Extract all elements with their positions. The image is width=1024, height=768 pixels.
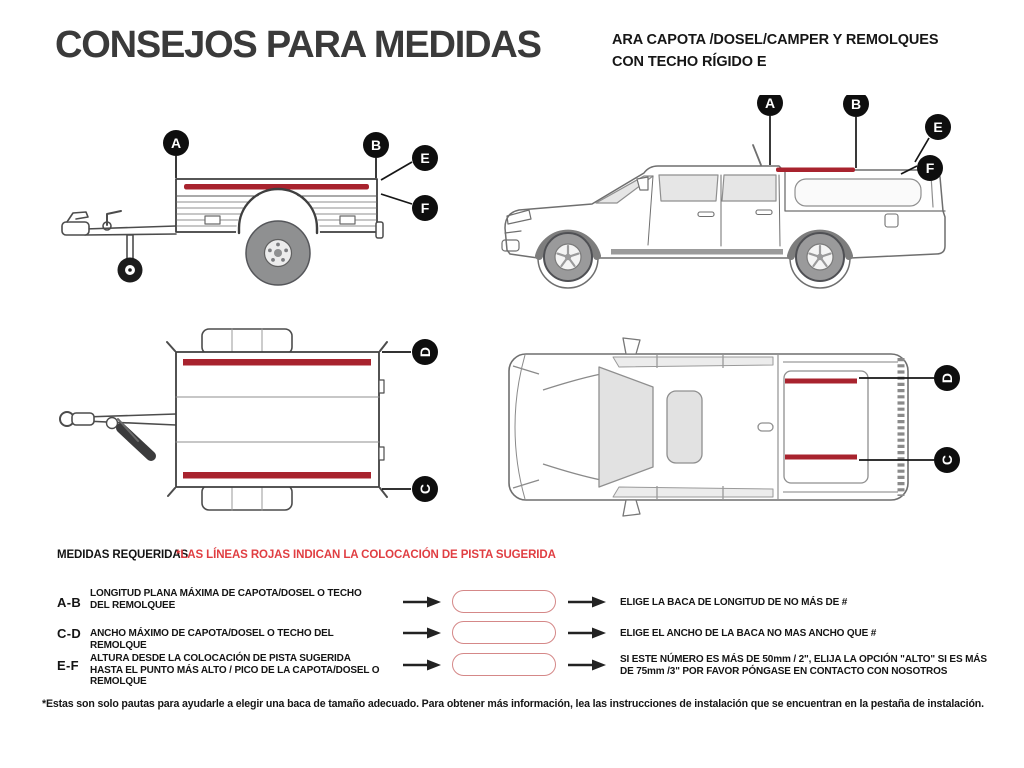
canopy-roof [784, 371, 868, 483]
suggested-track-line [183, 472, 371, 479]
arrow-right-icon [568, 596, 606, 608]
trailer-side-diagram [55, 100, 450, 310]
measurement-field-ab [452, 590, 556, 613]
row-ef-key: E-F [57, 658, 79, 673]
truck-side-callout-lines [770, 116, 929, 174]
sunroof [667, 391, 702, 463]
left-mirror [623, 338, 640, 354]
truck-side-diagram [495, 95, 965, 310]
marker-f [412, 195, 438, 221]
marker-a [163, 130, 189, 156]
svg-text:D: D [939, 372, 955, 384]
suggested-track-line [785, 379, 857, 384]
jockey-handle [121, 428, 151, 456]
row-ab-key: A-B [57, 595, 82, 610]
subtitle-line-1: ARA CAPOTA /DOSEL/CAMPER Y REMOLQUES [612, 32, 939, 48]
marker-b [843, 95, 869, 117]
svg-text:C: C [939, 454, 955, 466]
truck-side-drawing [502, 145, 945, 288]
right-mirror [623, 500, 640, 516]
row-cd-description: ANCHO MÁXIMO DE CAPOTA/DOSEL O TECHO DEL REMOLQUE [90, 628, 334, 651]
legend-heading: MEDIDAS REQUERIDAS [57, 549, 189, 561]
svg-text:C: C [417, 483, 433, 495]
svg-text:A: A [764, 95, 776, 111]
marker-f [917, 155, 943, 181]
row-ef-description: ALTURA DESDE LA COLOCACIÓN DE PISTA SUGERIDA HASTA EL PUNTO MÁS ALTO / PICO DE LA CAPOTA/DOSEL O REMOLQUE [90, 653, 380, 687]
trailer-top-diagram [55, 325, 450, 530]
page-title: CONSEJOS PARA MEDIDAS [55, 24, 541, 66]
marker-c [934, 447, 960, 473]
row-cd-result: ELIGE EL ANCHO DE LA BACA NO MAS ANCHO QUE # [620, 628, 877, 639]
arrow-right-icon [403, 627, 441, 639]
marker-c [412, 476, 438, 502]
marker-a [757, 95, 783, 116]
trailer-side-drawing [62, 179, 383, 285]
measurement-field-ef [452, 653, 556, 676]
marker-e [925, 114, 951, 140]
row-cd-key: C-D [57, 626, 82, 641]
legend-red-note: *LAS LÍNEAS ROJAS INDICAN LA COLOCACIÓN DE PISTA SUGERIDA [176, 549, 556, 561]
svg-text:D: D [417, 346, 433, 358]
svg-text:B: B [850, 96, 862, 112]
subtitle-line-2: CON TECHO RÍGIDO E [612, 53, 767, 70]
trailer-box-top [176, 352, 379, 487]
arrow-right-icon [568, 659, 606, 671]
measurement-field-cd [452, 621, 556, 644]
arrow-right-icon [403, 596, 441, 608]
suggested-track-line [183, 359, 371, 366]
windshield [599, 367, 653, 487]
canopy-window [795, 179, 921, 206]
marker-d [412, 339, 438, 365]
truck-top-drawing [509, 338, 908, 516]
marker-d [934, 365, 960, 391]
marker-b [363, 132, 389, 158]
svg-text:E: E [933, 119, 943, 135]
row-ab-description: LONGITUD PLANA MÁXIMA DE CAPOTA/DOSEL O TECHO DEL REMOLQUEE [90, 588, 362, 611]
svg-text:F: F [420, 200, 430, 216]
svg-text:F: F [925, 160, 935, 176]
trailer-top-drawing [60, 329, 387, 510]
arrow-right-icon [568, 627, 606, 639]
suggested-track-line [785, 455, 857, 460]
svg-text:A: A [170, 135, 182, 151]
suggested-track-line [776, 168, 855, 173]
svg-text:E: E [420, 150, 430, 166]
page-subtitle [612, 30, 938, 73]
trailer-top-callout-lines [382, 352, 411, 489]
svg-text:B: B [370, 137, 382, 153]
truck-top-diagram [495, 330, 970, 535]
row-ab-result: ELIGE LA BACA DE LONGITUD DE NO MÁS DE # [620, 597, 848, 608]
arrow-right-icon [403, 659, 441, 671]
footer-note: *Estas son solo pautas para ayudarle a elegir una baca de tamaño adecuado. Para obtener más información, lea las instrucciones de instalación que se encuentran en la pestaña de instalación. [42, 698, 984, 710]
row-ef-result: SI ESTE NÚMERO ES MÁS DE 50mm / 2", ELIJA LA OPCIÓN "ALTO" SI ES MÁS DE 75mm /3" POR FAVOR PÓNGASE EN CONTACTO CON NOSOTROS [620, 654, 987, 677]
marker-e [412, 145, 438, 171]
